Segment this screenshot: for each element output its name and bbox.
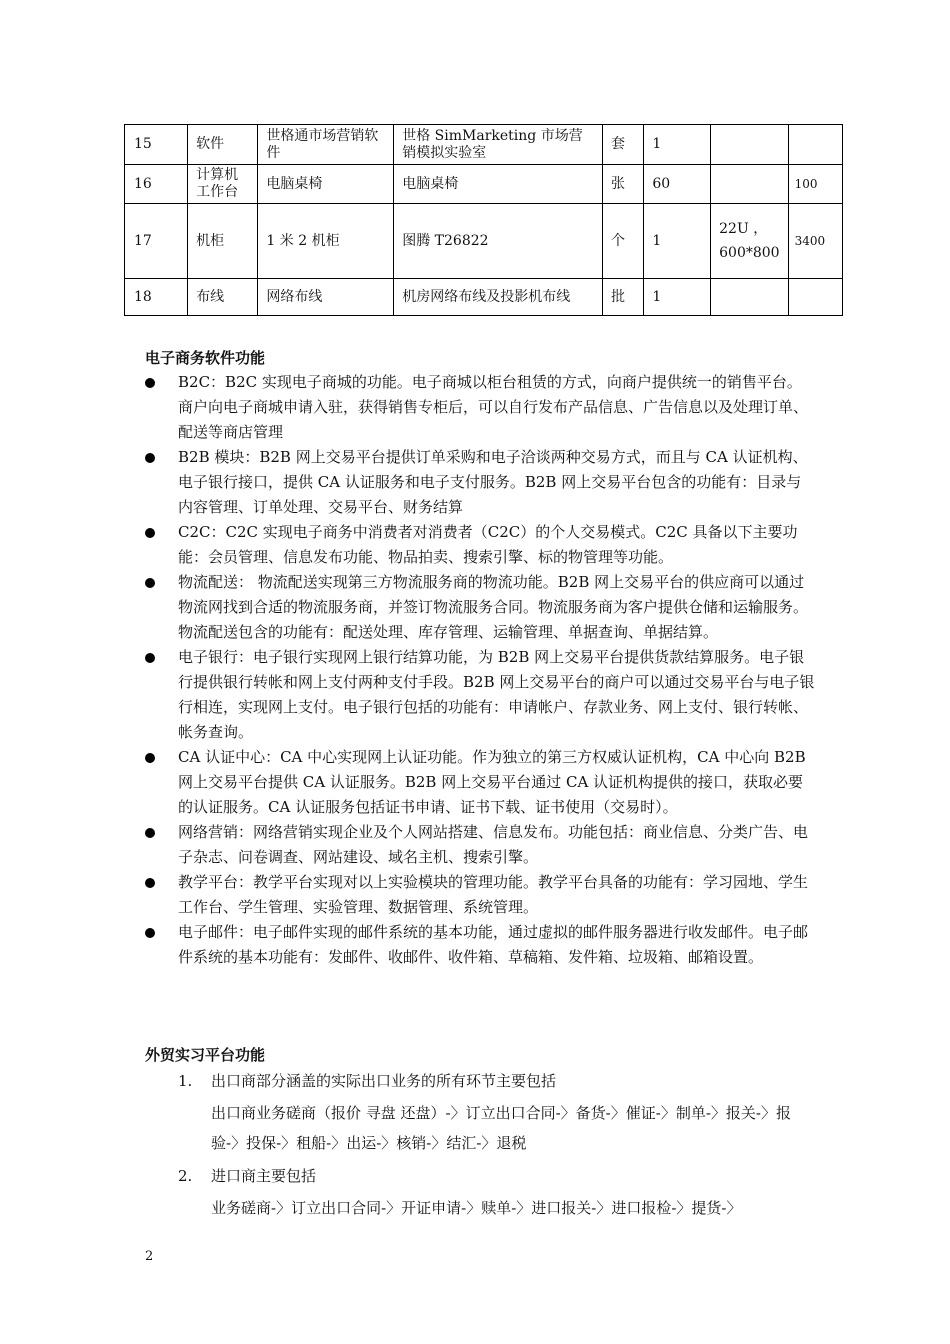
- list-item: [145, 820, 815, 870]
- row-category: 软件: [188, 125, 258, 165]
- row-spec: 图腾 T26822: [394, 204, 603, 279]
- list-item: [145, 870, 815, 920]
- bullet-icon: [145, 453, 155, 463]
- feature-text: 电子邮件：电子邮件实现的邮件系统的基本功能，通过虚拟的邮件服务器进行收发邮件。电子邮件系统的基本功能有：发邮件、收邮件、收件箱、草稿箱、发件箱、垃圾箱、邮箱设置。: [178, 923, 809, 966]
- item-number: 2.: [178, 1167, 193, 1185]
- feature-text: B2C：B2C 实现电子商城的功能。电子商城以柜台租赁的方式，向商户提供统一的销售平台。商户向电子商城申请入驻，获得销售专柜后，可以自行发布产品信息、广告信息以及处理订单、配送等商店管理: [178, 373, 809, 441]
- list-item: [145, 570, 815, 645]
- list-item: [178, 1067, 818, 1158]
- row-note: [711, 125, 788, 165]
- feature-text: 教学平台：教学平台实现对以上实验模块的管理功能。教学平台具备的功能有：学习园地、学生工作台、学生管理、实验管理、数据管理、系统管理。: [178, 873, 809, 916]
- row-qty: 1: [644, 204, 711, 279]
- row-name: 电脑桌椅: [258, 165, 394, 204]
- equipment-table: [124, 124, 843, 316]
- item-body: 业务磋商-〉订立出口合同-〉开证申请-〉赎单-〉进口报关-〉进口报检-〉提货-〉: [211, 1199, 742, 1217]
- row-name: 世格通市场营销软件: [258, 125, 394, 165]
- feature-text: 电子银行：电子银行实现网上银行结算功能，为 B2B 网上交易平台提供货款结算服务。电子银行提供银行转帐和网上支付两种支付手段。B2B 网上交易平台的商户可以通过交易平台与电子银行相连，实现网上支付。电子银行包括的功能有：申请帐户、存款业务、网上支付、银行转帐、帐务查询。: [178, 648, 815, 741]
- feature-text: 物流配送： 物流配送实现第三方物流服务商的物流功能。B2B 网上交易平台的供应商可以通过物流网找到合适的物流服务商，并签订物流服务合同。物流服务商为客户提供仓储和运输服务。物流配送包含的功能有：配送处理、库存管理、运输管理、单据查询、单据结算。: [178, 573, 809, 641]
- row-category: 计算机工作台: [188, 165, 258, 204]
- page-number: 2: [145, 1249, 154, 1264]
- row-spec: 电脑桌椅: [394, 165, 603, 204]
- item-number: 1.: [178, 1072, 193, 1090]
- row-price: 100: [788, 165, 842, 204]
- row-unit: 张: [603, 165, 644, 204]
- list-item: [145, 645, 815, 745]
- row-price: [788, 279, 842, 316]
- bullet-icon: [145, 878, 155, 888]
- row-unit: 批: [603, 279, 644, 316]
- row-name: 1 米 2 机柜: [258, 204, 394, 279]
- table-row: [125, 204, 843, 279]
- row-note: [711, 165, 788, 204]
- row-category: 布线: [188, 279, 258, 316]
- feature-text: 网络营销：网络营销实现企业及个人网站搭建、信息发布。功能包括：商业信息、分类广告、电子杂志、问卷调查、网站建设、域名主机、搜索引擎。: [178, 823, 809, 866]
- bullet-icon: [145, 578, 155, 588]
- row-spec: 机房网络布线及投影机布线: [394, 279, 603, 316]
- row-price: 3400: [788, 204, 842, 279]
- table-row: [125, 279, 843, 316]
- row-spec: 世格 SimMarketing 市场营销模拟实验室: [394, 125, 603, 165]
- row-number: 18: [125, 279, 188, 316]
- row-note: 22U ，600*800: [711, 204, 788, 279]
- bullet-icon: [145, 378, 155, 388]
- row-number: 15: [125, 125, 188, 165]
- row-price: [788, 125, 842, 165]
- row-qty: 1: [644, 279, 711, 316]
- bullet-icon: [145, 528, 155, 538]
- bullet-icon: [145, 828, 155, 838]
- row-qty: 1: [644, 125, 711, 165]
- table-row: [125, 165, 843, 204]
- row-note: [711, 279, 788, 316]
- item-heading: 出口商部分涵盖的实际出口业务的所有环节主要包括: [211, 1072, 557, 1090]
- row-qty: 60: [644, 165, 711, 204]
- item-heading: 进口商主要包括: [211, 1167, 317, 1185]
- list-item: [145, 745, 815, 820]
- row-category: 机柜: [188, 204, 258, 279]
- row-unit: 个: [603, 204, 644, 279]
- row-number: 16: [125, 165, 188, 204]
- row-number: 17: [125, 204, 188, 279]
- bullet-icon: [145, 653, 155, 663]
- bullet-icon: [145, 753, 155, 763]
- list-item: [145, 520, 815, 570]
- list-item: [145, 370, 815, 445]
- row-unit: 套: [603, 125, 644, 165]
- feature-text: B2B 模块：B2B 网上交易平台提供订单采购和电子洽谈两种交易方式，而且与 CA 认证机构、电子银行接口，提供 CA 认证服务和电子支付服务。B2B 网上交易平台包含的功能有：目录与内容管理、订单处理、交易平台、财务结算: [178, 448, 808, 516]
- feature-text: C2C：C2C 实现电子商务中消费者对消费者（C2C）的个人交易模式。C2C 具备以下主要功能：会员管理、信息发布功能、物品拍卖、搜索引擎、标的物管理等功能。: [178, 523, 798, 566]
- list-item: [178, 1162, 818, 1223]
- feature-text: CA 认证中心：CA 中心实现网上认证功能。作为独立的第三方权威认证机构，CA 中心向 B2B 网上交易平台提供 CA 认证服务。B2B 网上交易平台通过 CA 认证机构提供的接口，获取必要的认证服务。CA 认证服务包括证书申请、证书下载、证书使用（交易时）。: [178, 748, 806, 816]
- table-row: [125, 125, 843, 165]
- row-name: 网络布线: [258, 279, 394, 316]
- trade-heading: 外贸实习平台功能: [145, 1046, 266, 1064]
- bullet-icon: [145, 928, 155, 938]
- ecommerce-heading: 电子商务软件功能: [145, 349, 266, 367]
- ecommerce-feature-list: [145, 370, 815, 970]
- list-item: [145, 920, 815, 970]
- item-body: 出口商业务磋商（报价 寻盘 还盘）-〉订立出口合同-〉备货-〉催证-〉制单-〉报关-〉报验-〉投保-〉租船-〉出运-〉核销-〉结汇-〉退税: [211, 1104, 791, 1152]
- trade-feature-list: [178, 1067, 818, 1223]
- list-item: [145, 445, 815, 520]
